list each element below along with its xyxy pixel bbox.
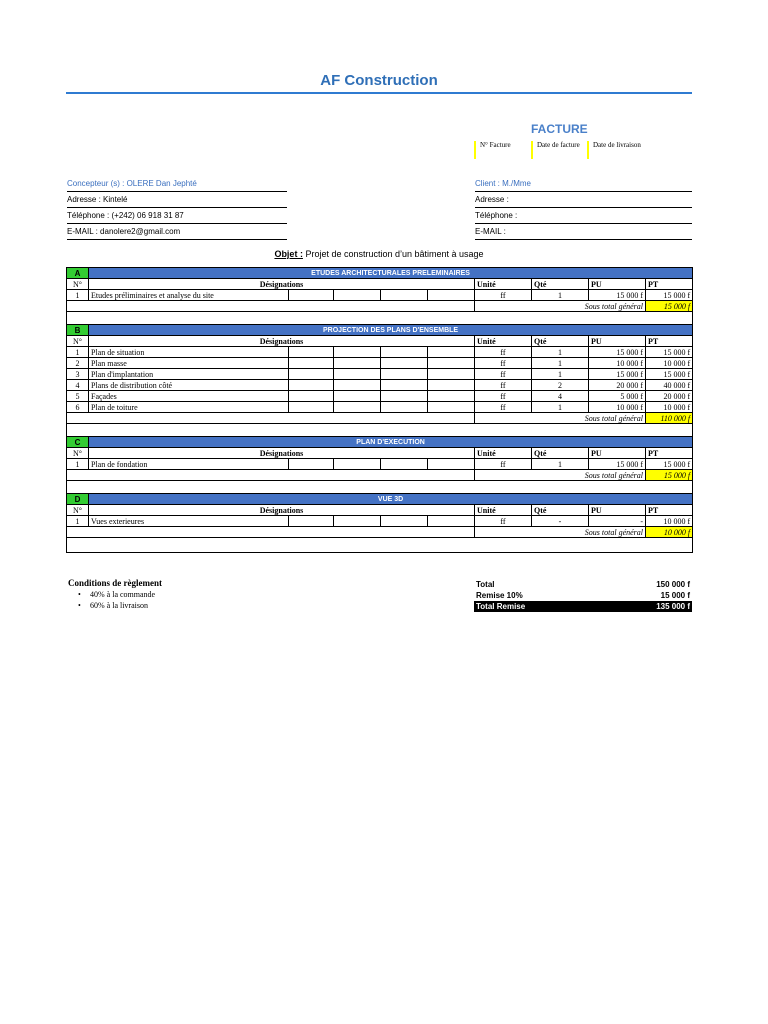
section-header-row (67, 494, 693, 505)
item-unit-price: - (589, 516, 646, 527)
empty-cell (428, 369, 475, 380)
empty-cell (289, 347, 334, 358)
table-row (67, 290, 693, 301)
table-row (67, 358, 693, 369)
section-spacer (67, 481, 693, 494)
section-letter: C (67, 437, 89, 448)
item-unit: ff (475, 369, 532, 380)
empty-cell (289, 290, 334, 301)
item-unit: ff (475, 516, 532, 527)
item-designation: Vues exterieures (89, 516, 289, 527)
item-number: 5 (67, 391, 89, 402)
discount-value: 15 000 f (660, 591, 690, 600)
item-number: 1 (67, 347, 89, 358)
item-number: 1 (67, 290, 89, 301)
invoice-label: FACTURE (531, 122, 588, 136)
col-total-price: PT (646, 336, 693, 347)
empty-cell (334, 358, 381, 369)
condition-text: 40% à la commande (90, 590, 156, 599)
total-after-discount-label: Total Remise (476, 602, 526, 611)
col-unit-price: PU (589, 448, 646, 459)
designer-phone: Téléphone : (+242) 06 918 31 87 (67, 209, 287, 224)
item-qty: 1 (532, 358, 589, 369)
item-total-price: 40 000 f (646, 380, 693, 391)
payment-conditions-title: Conditions de règlement (68, 578, 162, 588)
table-row (67, 459, 693, 470)
empty-cell (381, 391, 428, 402)
item-unit: ff (475, 358, 532, 369)
column-header-row (67, 336, 693, 347)
subtotal-spacer (67, 413, 475, 424)
section-title: ETUDES ARCHITECTURALES PRELEMINAIRES (89, 268, 693, 279)
empty-cell (428, 358, 475, 369)
empty-cell (334, 516, 381, 527)
col-unit: Unité (475, 336, 532, 347)
col-unit: Unité (475, 279, 532, 290)
item-unit: ff (475, 402, 532, 413)
empty-cell (428, 516, 475, 527)
empty-cell (289, 369, 334, 380)
empty-cell (289, 516, 334, 527)
empty-cell (428, 380, 475, 391)
item-qty: - (532, 516, 589, 527)
object-text: Projet de construction d’un bâtiment à usage (302, 249, 484, 259)
table-row (67, 347, 693, 358)
item-designation: Plan de fondation (89, 459, 289, 470)
item-unit-price: 20 000 f (589, 380, 646, 391)
item-total-price: 10 000 f (646, 358, 693, 369)
item-number: 2 (67, 358, 89, 369)
empty-cell (334, 290, 381, 301)
col-qty: Qté (532, 448, 589, 459)
subtotal-row (67, 470, 693, 481)
column-header-row (67, 505, 693, 516)
empty-cell (381, 459, 428, 470)
spacer-cell (67, 481, 693, 494)
item-total-price: 20 000 f (646, 391, 693, 402)
table-row (67, 391, 693, 402)
column-header-row (67, 448, 693, 459)
item-unit-price: 15 000 f (589, 459, 646, 470)
total-after-discount-row (474, 601, 692, 612)
empty-cell (289, 380, 334, 391)
empty-cell (334, 459, 381, 470)
item-designation: Plan de situation (89, 347, 289, 358)
empty-cell (381, 290, 428, 301)
subtotal-label: Sous total général (475, 301, 646, 312)
empty-cell (381, 402, 428, 413)
col-number: N° (67, 448, 89, 459)
subtotal-spacer (67, 301, 475, 312)
column-header-row (67, 279, 693, 290)
col-unit-price: PU (589, 336, 646, 347)
item-qty: 1 (532, 290, 589, 301)
subtotal-spacer (67, 470, 475, 481)
total-row (474, 579, 692, 590)
item-qty: 2 (532, 380, 589, 391)
item-total-price: 10 000 f (646, 402, 693, 413)
section-header-row (67, 268, 693, 279)
designer-name: Concepteur (s) : OLERE Dan Jephté (67, 177, 287, 192)
section-spacer (67, 538, 693, 553)
discount-row (474, 590, 692, 601)
empty-cell (289, 459, 334, 470)
item-designation: Plans de distribution côté (89, 380, 289, 391)
subtotal-value: 15 000 f (646, 470, 693, 481)
empty-cell (289, 402, 334, 413)
company-title: AF Construction (320, 72, 438, 89)
item-unit-price: 15 000 f (589, 369, 646, 380)
empty-cell (381, 516, 428, 527)
item-total-price: 15 000 f (646, 369, 693, 380)
item-total-price: 15 000 f (646, 459, 693, 470)
item-total-price: 15 000 f (646, 347, 693, 358)
delivery-date-header: Date de livraison (587, 141, 641, 159)
spacer-cell (67, 538, 693, 553)
subtotal-row (67, 413, 693, 424)
col-unit: Unité (475, 448, 532, 459)
col-qty: Qté (532, 279, 589, 290)
section-header-row (67, 437, 693, 448)
empty-cell (428, 347, 475, 358)
empty-cell (334, 391, 381, 402)
item-unit: ff (475, 459, 532, 470)
client-email: E-MAIL : (475, 225, 692, 240)
item-number: 1 (67, 459, 89, 470)
subtotal-row (67, 527, 693, 538)
section-spacer (67, 424, 693, 437)
item-number: 3 (67, 369, 89, 380)
item-designation: Etudes préliminaires et analyse du site (89, 290, 289, 301)
col-total-price: PT (646, 279, 693, 290)
col-designations: Désignations (89, 336, 475, 347)
section-spacer (67, 312, 693, 325)
item-number: 4 (67, 380, 89, 391)
spacer-cell (67, 312, 693, 325)
section-title: PROJECTION DES PLANS D'ENSEMBLE (89, 325, 693, 336)
bullet-icon: • (78, 601, 81, 610)
empty-cell (334, 347, 381, 358)
col-number: N° (67, 336, 89, 347)
table-row (67, 402, 693, 413)
item-qty: 1 (532, 347, 589, 358)
section-title: VUE 3D (89, 494, 693, 505)
item-total-price: 10 000 f (646, 516, 693, 527)
section-letter: D (67, 494, 89, 505)
section-letter: A (67, 268, 89, 279)
invoice-date-header: Date de facture (531, 141, 580, 159)
item-number: 6 (67, 402, 89, 413)
item-unit-price: 5 000 f (589, 391, 646, 402)
item-total-price: 15 000 f (646, 290, 693, 301)
empty-cell (381, 369, 428, 380)
condition-item (78, 590, 155, 599)
item-unit-price: 10 000 f (589, 402, 646, 413)
item-unit: ff (475, 347, 532, 358)
item-designation: Plan de toiture (89, 402, 289, 413)
total-value: 150 000 f (656, 580, 690, 589)
item-unit-price: 10 000 f (589, 358, 646, 369)
client-phone: Téléphone : (475, 209, 692, 224)
subtotal-spacer (67, 527, 475, 538)
col-unit: Unité (475, 505, 532, 516)
section-letter: B (67, 325, 89, 336)
section-header-row (67, 325, 693, 336)
table-row (67, 516, 693, 527)
item-unit-price: 15 000 f (589, 347, 646, 358)
item-unit: ff (475, 380, 532, 391)
empty-cell (428, 391, 475, 402)
subtotal-value: 110 000 f (646, 413, 693, 424)
empty-cell (289, 358, 334, 369)
object-label: Objet : (274, 249, 303, 259)
item-qty: 1 (532, 369, 589, 380)
subtotal-row (67, 301, 693, 312)
col-number: N° (67, 279, 89, 290)
col-total-price: PT (646, 505, 693, 516)
client-address: Adresse : (475, 193, 692, 208)
empty-cell (428, 402, 475, 413)
invoice-number-header: N° Facture (474, 141, 511, 159)
project-object (66, 249, 692, 259)
discount-label: Remise 10% (476, 591, 523, 600)
empty-cell (428, 290, 475, 301)
section-title: PLAN D'EXECUTION (89, 437, 693, 448)
designer-email: E-MAIL : danolere2@gmail.com (67, 225, 287, 240)
empty-cell (381, 347, 428, 358)
empty-cell (428, 459, 475, 470)
condition-text: 60% à la livraison (90, 601, 148, 610)
subtotal-value: 15 000 f (646, 301, 693, 312)
empty-cell (381, 380, 428, 391)
item-qty: 4 (532, 391, 589, 402)
item-unit: ff (475, 290, 532, 301)
col-qty: Qté (532, 336, 589, 347)
spacer-cell (67, 424, 693, 437)
item-qty: 1 (532, 402, 589, 413)
subtotal-label: Sous total général (475, 470, 646, 481)
table-row (67, 380, 693, 391)
designer-address: Adresse : Kintelé (67, 193, 287, 208)
bullet-icon: • (78, 590, 81, 599)
invoice-table (66, 267, 693, 553)
col-unit-price: PU (589, 279, 646, 290)
col-designations: Désignations (89, 448, 475, 459)
total-after-discount-value: 135 000 f (656, 602, 690, 611)
empty-cell (289, 391, 334, 402)
item-number: 1 (67, 516, 89, 527)
col-unit-price: PU (589, 505, 646, 516)
total-label: Total (476, 580, 495, 589)
subtotal-label: Sous total général (475, 527, 646, 538)
col-designations: Désignations (89, 279, 475, 290)
empty-cell (334, 380, 381, 391)
item-designation: Plan d'implantation (89, 369, 289, 380)
title-divider (66, 92, 692, 94)
table-row (67, 369, 693, 380)
subtotal-label: Sous total général (475, 413, 646, 424)
item-designation: Façades (89, 391, 289, 402)
item-unit: ff (475, 391, 532, 402)
client-name: Client : M./Mme (475, 177, 692, 192)
item-unit-price: 15 000 f (589, 290, 646, 301)
col-qty: Qté (532, 505, 589, 516)
col-total-price: PT (646, 448, 693, 459)
condition-item (78, 601, 148, 610)
col-number: N° (67, 505, 89, 516)
item-designation: Plan masse (89, 358, 289, 369)
empty-cell (334, 369, 381, 380)
empty-cell (334, 402, 381, 413)
empty-cell (381, 358, 428, 369)
subtotal-value: 10 000 f (646, 527, 693, 538)
col-designations: Désignations (89, 505, 475, 516)
item-qty: 1 (532, 459, 589, 470)
